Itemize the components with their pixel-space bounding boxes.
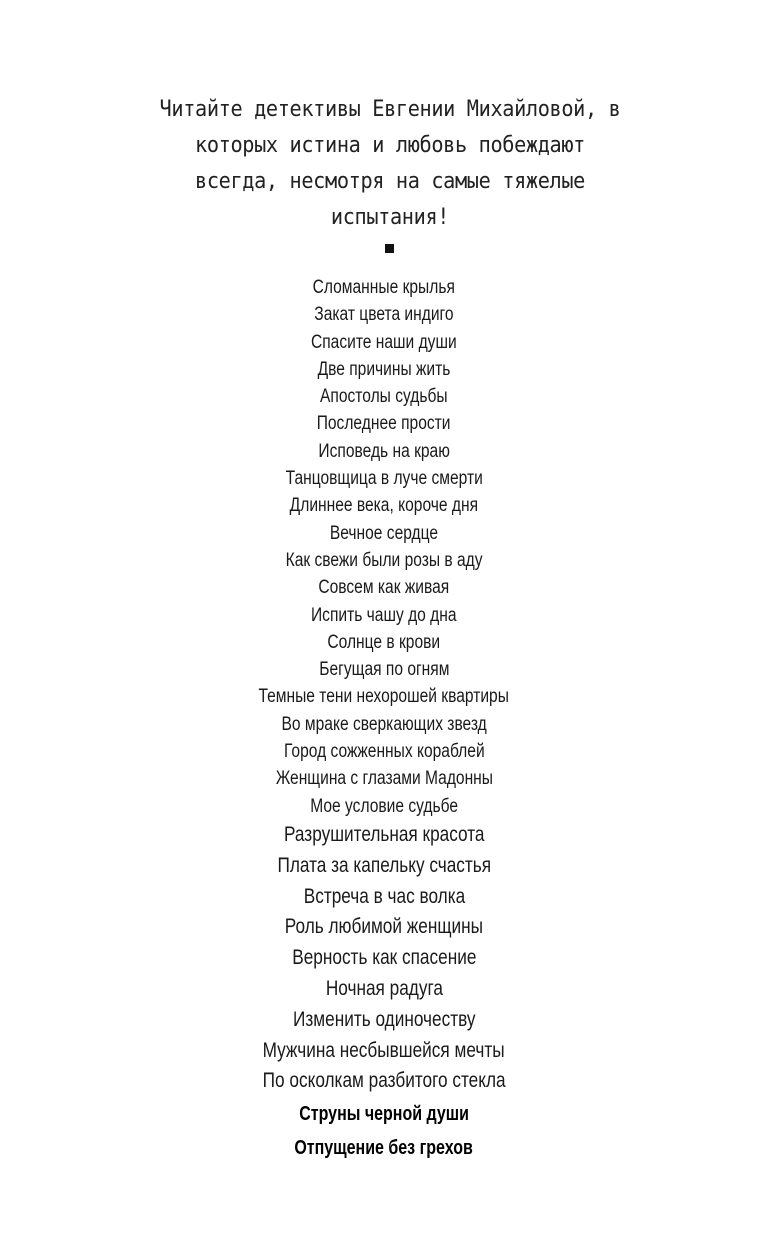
- book-title: Женщина с глазами Мадонны: [275, 768, 493, 790]
- book-title: Встреча в час волка: [303, 884, 465, 908]
- book-title: Испить чашу до дна: [311, 604, 457, 626]
- book-title: Плата за капельку счастья: [277, 853, 491, 877]
- book-title: Бегущая по огням: [318, 659, 450, 681]
- intro-line: Читайте детективы Евгении Михайловой, в: [159, 97, 621, 122]
- intro-paragraph: [142, 92, 639, 236]
- intro-line: испытания!: [330, 205, 450, 230]
- book-title: Роль любимой женщины: [284, 915, 484, 939]
- book-title: Две причины жить: [317, 358, 451, 380]
- book-title: Мое условие судьбе: [310, 795, 458, 817]
- book-title: Разрушительная красота: [283, 822, 485, 846]
- book-title: Изменить одиночеству: [292, 1007, 476, 1031]
- book-title: Город сожженных кораблей: [283, 741, 485, 763]
- book-title: Отпущение без грехов: [294, 1137, 474, 1160]
- book-title: Совсем как живая: [318, 577, 450, 599]
- book-title: Струны черной души: [299, 1103, 469, 1126]
- book-title: Мужчина несбывшейся мечты: [262, 1038, 506, 1062]
- book-title-list: [0, 274, 768, 1165]
- book-title: Апостолы судьбы: [320, 386, 448, 408]
- book-title: Верность как спасение: [291, 946, 477, 970]
- book-title: Танцовщица в луче смерти: [285, 468, 483, 490]
- book-title: Закат цвета индиго: [314, 304, 454, 326]
- book-title: По осколкам разбитого стекла: [262, 1069, 506, 1093]
- book-title: Исповедь на краю: [318, 440, 450, 462]
- book-title: Спасите наши души: [311, 331, 457, 353]
- book-title: Ночная радуга: [325, 976, 443, 1000]
- book-title: Сломанные крылья: [312, 277, 456, 298]
- book-title: Во мраке сверкающих звезд: [281, 713, 487, 735]
- intro-line: которых истина и любовь побеждают: [195, 133, 585, 158]
- book-title: Солнце в крови: [327, 631, 441, 653]
- square-bullet-divider: [385, 244, 394, 253]
- book-title: Длиннее века, короче дня: [289, 495, 479, 517]
- intro-line: всегда, несмотря на самые тяжелые: [195, 169, 585, 194]
- book-title: Последнее прости: [317, 413, 451, 435]
- book-title: Вечное сердце: [329, 522, 439, 544]
- book-title: Как свежи были розы в аду: [285, 549, 483, 571]
- book-title: Темные тени нехорошей квартиры: [258, 686, 510, 708]
